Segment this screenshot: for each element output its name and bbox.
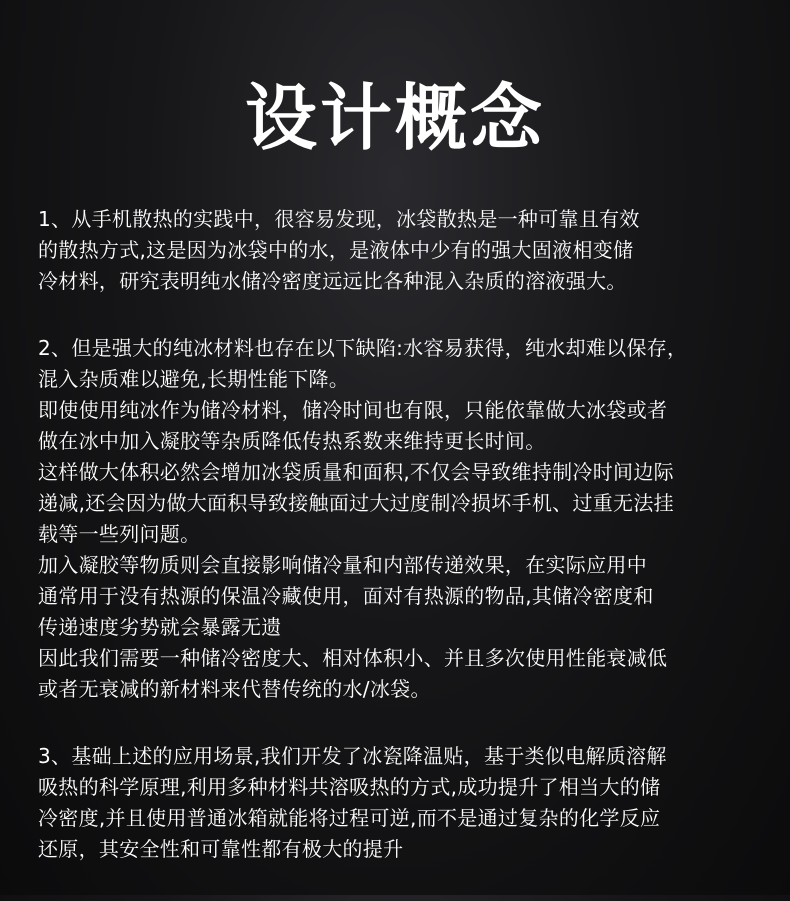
page-title: 设计概念 <box>244 76 545 160</box>
text-line: 做在冰中加入凝胶等杂质降低传热系数来维持更长时间。 <box>38 429 546 453</box>
text-line: 冷密度,并且使用普通冰箱就能将过程可逆,而不是通过复杂的化学反应 <box>38 806 661 830</box>
paragraph-2 <box>38 333 768 705</box>
text-line: 加入凝胶等物质则会直接影响储冷量和内部传递效果，在实际应用中 <box>38 553 647 577</box>
text-line: 还原，其安全性和可靠性都有极大的提升 <box>38 837 404 861</box>
text-line: 1、从手机散热的实践中，很容易发现，冰袋散热是一种可靠且有效 <box>38 207 640 231</box>
text-line: 因此我们需要一种储冷密度大、相对体积小、并且多次使用性能衰减低 <box>38 646 668 670</box>
text-line: 即使使用纯冰作为储冷材料，储冷时间也有限，只能依靠做大冰袋或者 <box>38 398 668 422</box>
article-body <box>38 204 768 901</box>
text-line: 的散热方式,这是因为冰袋中的水，是液体中少有的强大固液相变储 <box>38 238 634 262</box>
paragraph-1 <box>38 204 768 297</box>
text-line: 冷材料，研究表明纯水储冷密度远远比各种混入杂质的溶液强大。 <box>38 269 627 293</box>
text-line: 吸热的科学原理,利用多种材料共溶吸热的方式,成功提升了相当大的储 <box>38 775 661 799</box>
paragraph-3 <box>38 741 768 865</box>
text-line: 这样做大体积必然会增加冰袋质量和面积,不仅会导致维持制冷时间边际 <box>38 460 674 484</box>
text-line: 通常用于没有热源的保温冷藏使用，面对有热源的物品,其储冷密度和 <box>38 584 654 608</box>
text-line: 混入杂质难以避免,长期性能下降。 <box>38 367 350 391</box>
text-line: 2、但是强大的纯冰材料也存在以下缺陷:水容易获得，纯水却难以保存， <box>38 336 688 360</box>
text-line: 载等一些列问题。 <box>38 522 201 546</box>
text-line: 3、基础上述的应用场景,我们开发了冰瓷降温贴，基于类似电解质溶解 <box>38 744 667 768</box>
text-line: 或者无衰减的新材料来代替传统的水/冰袋。 <box>38 677 431 701</box>
text-line: 传递速度劣势就会暴露无遗 <box>38 615 282 639</box>
text-line: 递减,还会因为做大面积导致接触面过大过度制冷损坏手机、过重无法挂 <box>38 491 674 515</box>
